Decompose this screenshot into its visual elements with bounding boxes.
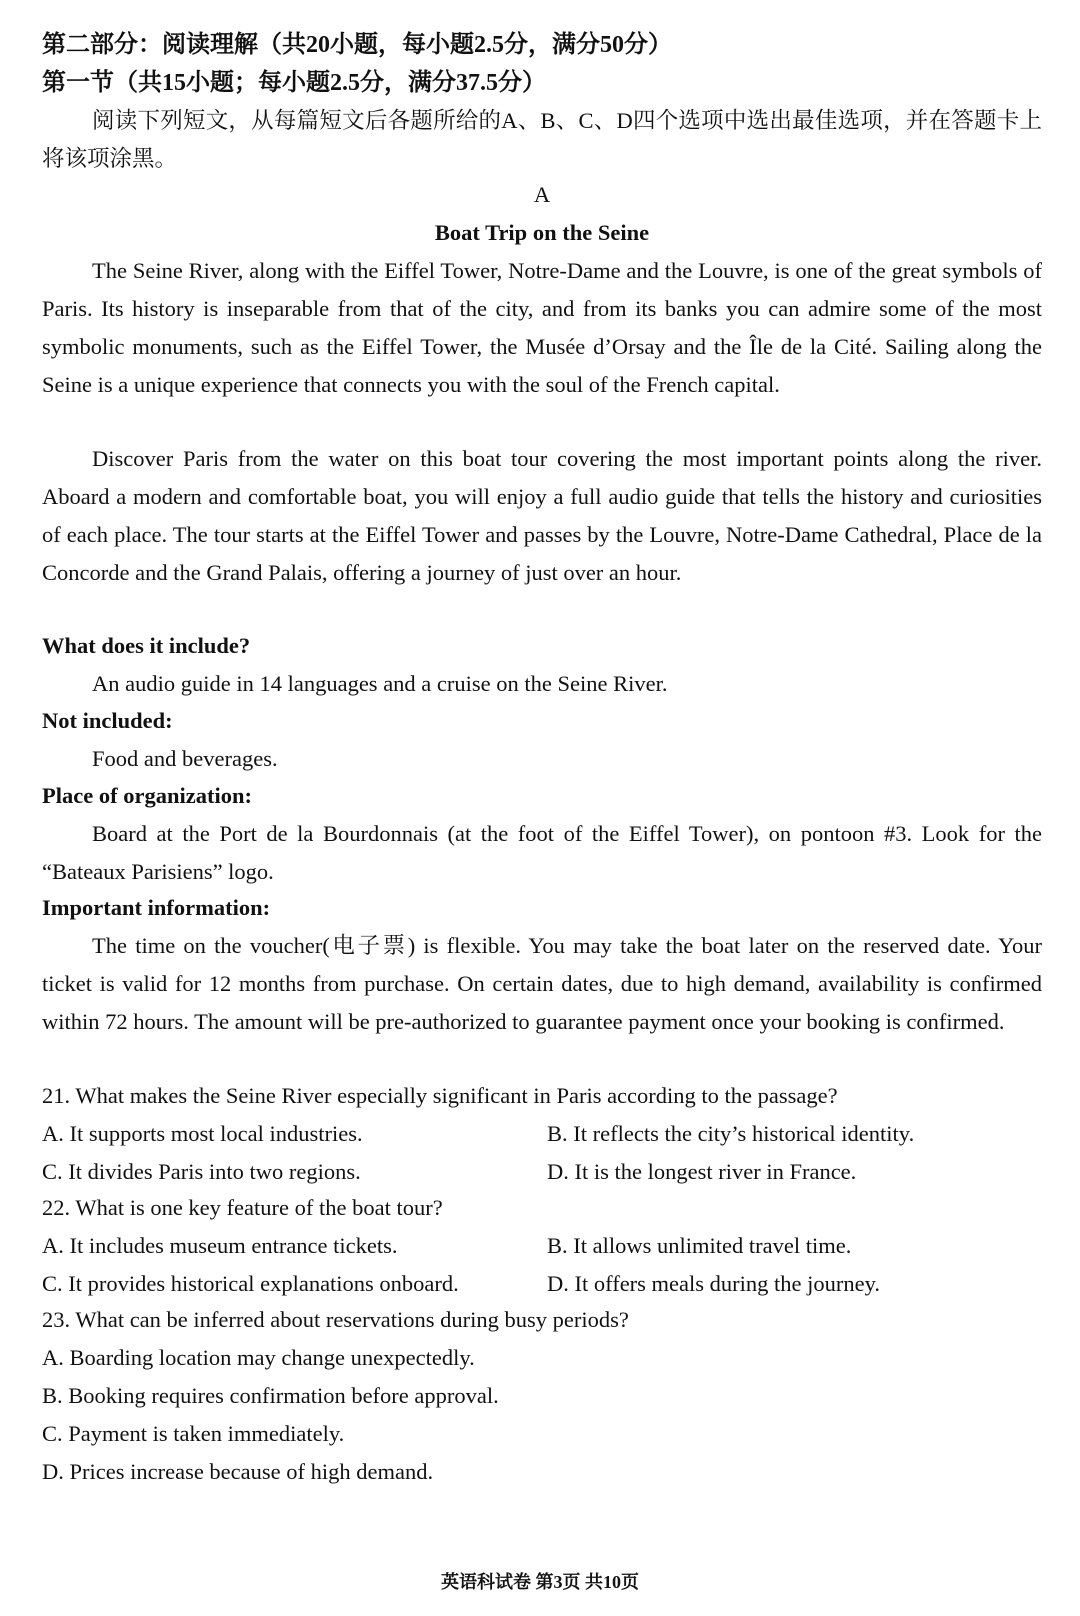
not-included-text: Food and beverages.: [92, 746, 278, 771]
option-d: D. It is the longest river in France.: [547, 1159, 857, 1184]
option-b: B. It allows unlimited travel time.: [547, 1233, 852, 1258]
passage-letter: A: [533, 182, 551, 207]
not-included-heading: Not included:: [42, 708, 173, 733]
question-21: [42, 1077, 1042, 1191]
option-row: [42, 1115, 1042, 1153]
important-text: The time on the voucher(电子票) is flexible. You may take the boat later on the reserved date. Your ticket is valid for 12 months from purchase. On certain dates, due to high demand, availability is confirmed within 72 hours. The amount will be pre-authorized to guarantee payment once your booking is confirmed.: [42, 933, 1042, 1034]
option-row: [42, 1153, 1042, 1191]
option-c: C. It divides Paris into two regions.: [42, 1159, 361, 1184]
important-heading: Important information:: [42, 895, 271, 920]
option-d: D. It offers meals during the journey.: [547, 1271, 881, 1296]
question-22: [42, 1189, 1042, 1303]
page-footer: 英语科试卷 第3页 共10页: [441, 1572, 639, 1592]
place-text: Board at the Port de la Bourdonnais (at the foot of the Eiffel Tower), on pontoon #3. Look for the “Bateaux Parisiens” logo.: [42, 821, 1042, 884]
instructions: 阅读下列短文，从每篇短文后各题所给的A、B、C、D四个选项中选出最佳选项，并在答题卡上将该项涂黑。: [42, 108, 1042, 171]
option-d: D. Prices increase because of high demand.: [42, 1459, 434, 1484]
part-heading: 第二部分：阅读理解（共20小题，每小题2.5分，满分50分）: [42, 32, 672, 58]
option-c: C. It provides historical explanations onboard.: [42, 1271, 459, 1296]
option-a: A. It includes museum entrance tickets.: [42, 1233, 398, 1258]
paragraph-2: Discover Paris from the water on this boat tour covering the most important points along the river. Aboard a modern and comfortable boat, you will enjoy a full audio guide that tells the history and curiosities of each place. The tour starts at the Eiffel Tower and passes by the Louvre, Notre-Dame Cathedral, Place de la Concorde and the Grand Palais, offering a journey of just over an hour.: [42, 446, 1042, 585]
include-text: An audio guide in 14 languages and a cruise on the Seine River.: [92, 671, 668, 696]
paragraph-1: The Seine River, along with the Eiffel Tower, Notre-Dame and the Louvre, is one of the great symbols of Paris. Its history is inseparable from that of the city, and from its banks you can admire some of the most symbolic monuments, such as the Eiffel Tower, the Musée d’Orsay and the Île de la Cité. Sailing along the Seine is a unique experience that connects you with the soul of the French capital.: [42, 258, 1042, 397]
option-row: [42, 1227, 1042, 1265]
option-c: C. Payment is taken immediately.: [42, 1421, 345, 1446]
question-23: [42, 1301, 1042, 1491]
section-heading: 第一节（共15小题；每小题2.5分，满分37.5分）: [42, 70, 546, 96]
option-b: B. Booking requires confirmation before approval.: [42, 1383, 499, 1408]
question-stem: 22. What is one key feature of the boat tour?: [42, 1195, 443, 1220]
question-stem: 23. What can be inferred about reservations during busy periods?: [42, 1307, 629, 1332]
question-stem: 21. What makes the Seine River especially significant in Paris according to the passage?: [42, 1083, 838, 1108]
include-heading: What does it include?: [42, 633, 251, 658]
option-a: A. It supports most local industries.: [42, 1121, 363, 1146]
option-b: B. It reflects the city’s historical identity.: [547, 1121, 915, 1146]
option-row: [42, 1265, 1042, 1303]
option-a: A. Boarding location may change unexpectedly.: [42, 1345, 475, 1370]
passage-title: Boat Trip on the Seine: [434, 220, 650, 245]
place-heading: Place of organization:: [42, 783, 252, 808]
